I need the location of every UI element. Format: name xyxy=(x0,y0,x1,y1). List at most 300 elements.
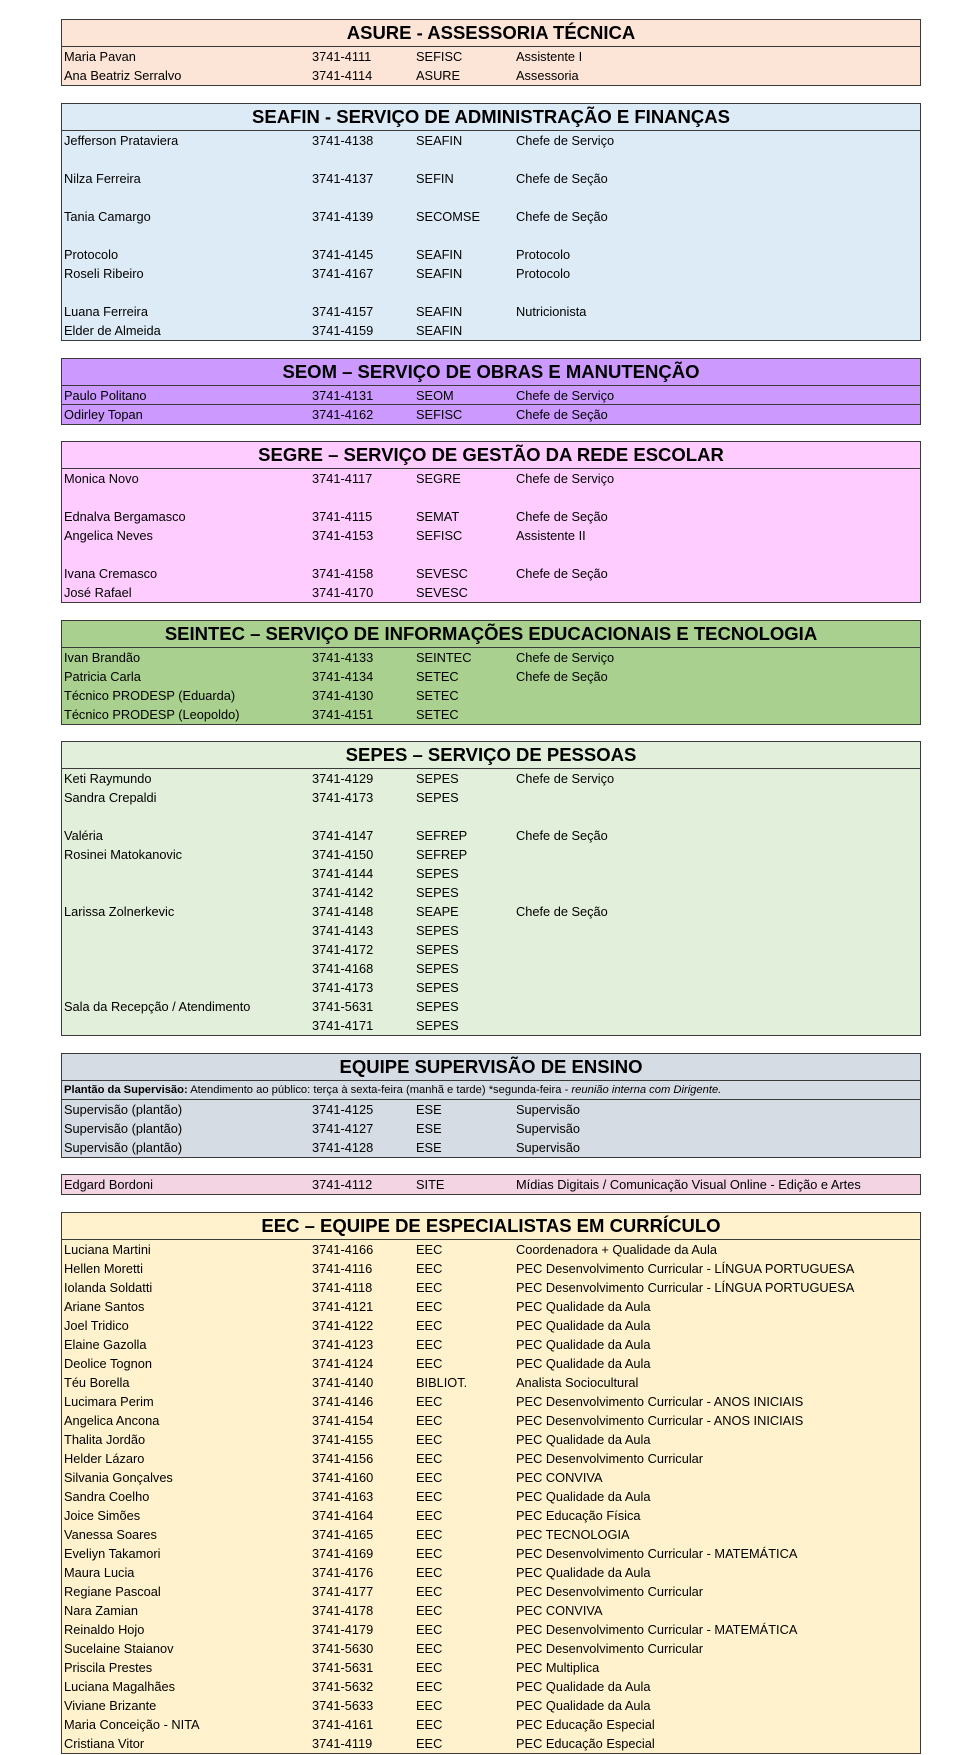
table-row xyxy=(62,648,920,667)
contact-phone: 3741-5630 xyxy=(312,1641,374,1656)
contact-role: PEC Educação Especial xyxy=(516,1736,655,1751)
contact-role: PEC Desenvolvimento Curricular - ANOS INICIAIS xyxy=(516,1413,804,1428)
blank-row xyxy=(62,807,920,826)
contact-name: Sandra Crepaldi xyxy=(64,790,157,805)
table-row xyxy=(62,1734,920,1753)
contact-name: Maria Pavan xyxy=(64,49,136,64)
contact-name xyxy=(64,883,312,902)
contact-name: Sucelaine Staianov xyxy=(64,1641,174,1656)
contact-name: Thalita Jordão xyxy=(64,1432,146,1447)
contact-phone: 3741-4140 xyxy=(312,1375,374,1390)
contact-phone: 3741-4137 xyxy=(312,171,374,186)
contact-phone: 3741-4129 xyxy=(312,771,374,786)
contact-sector: SEAFIN xyxy=(416,304,463,319)
table-row xyxy=(62,1016,920,1035)
contact-name: Cristiana Vitor xyxy=(64,1736,145,1751)
contact-phone: 3741-4163 xyxy=(312,1489,374,1504)
contact-phone: 3741-4121 xyxy=(312,1299,374,1314)
contact-role: PEC Desenvolvimento Curricular - MATEMÁTICA xyxy=(516,1622,798,1637)
contact-sector: EEC xyxy=(416,1584,443,1599)
table-row xyxy=(62,1506,920,1525)
contact-role: PEC Desenvolvimento Curricular - LÍNGUA PORTUGUESA xyxy=(516,1261,855,1276)
contact-role: Chefe de Seção xyxy=(516,904,608,919)
contact-name: Eveliyn Takamori xyxy=(64,1546,161,1561)
section-supervisao xyxy=(61,1053,921,1158)
contact-name xyxy=(64,959,312,978)
table-row xyxy=(62,1449,920,1468)
contact-phone: 3741-4128 xyxy=(312,1140,374,1155)
blank-row xyxy=(62,150,920,169)
table-row xyxy=(62,1240,920,1259)
contact-role: PEC Desenvolvimento Curricular - LÍNGUA PORTUGUESA xyxy=(516,1280,855,1295)
table-row xyxy=(62,1316,920,1335)
contact-name: Ednalva Bergamasco xyxy=(64,509,186,524)
contact-phone: 3741-4122 xyxy=(312,1318,374,1333)
contact-role: Chefe de Serviço xyxy=(516,133,615,148)
contact-phone: 3741-4158 xyxy=(312,566,374,581)
contact-role xyxy=(516,883,920,902)
contact-phone: 3741-4116 xyxy=(312,1261,373,1276)
contact-sector: SETEC xyxy=(416,688,459,703)
table-row xyxy=(62,940,920,959)
table-row xyxy=(62,864,920,883)
contact-sector: SEGRE xyxy=(416,471,461,486)
table-row xyxy=(62,386,920,405)
table-row xyxy=(62,1430,920,1449)
table-row xyxy=(62,321,920,340)
section-title: SEPES – SERVIÇO DE PESSOAS xyxy=(62,742,920,769)
contact-sector: EEC xyxy=(416,1356,443,1371)
table-row xyxy=(62,959,920,978)
contact-sector: ESE xyxy=(416,1102,442,1117)
contact-sector: SEPES xyxy=(416,980,459,995)
contact-phone: 3741-4164 xyxy=(312,1508,374,1523)
contact-sector: EEC xyxy=(416,1660,443,1675)
section-asure xyxy=(61,19,921,86)
contact-role xyxy=(516,705,920,724)
contact-role: Supervisão xyxy=(516,1102,581,1117)
contact-role: PEC Desenvolvimento Curricular - ANOS INICIAIS xyxy=(516,1394,804,1409)
section-segre xyxy=(61,441,921,603)
contact-phone: 3741-4127 xyxy=(312,1121,374,1136)
contact-role: PEC Desenvolvimento Curricular xyxy=(516,1641,704,1656)
contact-name: Luana Ferreira xyxy=(64,304,148,319)
table-row xyxy=(62,788,920,807)
contact-role: Chefe de Seção xyxy=(516,566,608,581)
contact-role xyxy=(516,921,920,940)
contact-name: Nara Zamian xyxy=(64,1603,138,1618)
contact-phone: 3741-4161 xyxy=(312,1717,374,1732)
table-row xyxy=(62,1297,920,1316)
note-label: Plantão da Supervisão: xyxy=(64,1084,188,1096)
table-row xyxy=(62,47,920,66)
table-row xyxy=(62,1119,920,1138)
contact-phone: 3741-4155 xyxy=(312,1432,374,1447)
contact-name: Keti Raymundo xyxy=(64,771,152,786)
table-row xyxy=(62,978,920,997)
contact-phone: 3741-4124 xyxy=(312,1356,374,1371)
contact-phone: 3741-4162 xyxy=(312,407,374,422)
table-row xyxy=(62,921,920,940)
contact-name: Sandra Coelho xyxy=(64,1489,150,1504)
table-row xyxy=(62,1373,920,1392)
contact-sector: EEC xyxy=(416,1451,443,1466)
contact-name: Joel Tridico xyxy=(64,1318,129,1333)
contact-sector: SEFISC xyxy=(416,528,463,543)
contact-role xyxy=(516,583,920,602)
contact-sector: EEC xyxy=(416,1489,443,1504)
table-row xyxy=(62,245,920,264)
contact-sector: EEC xyxy=(416,1679,443,1694)
contact-role: Chefe de Seção xyxy=(516,669,608,684)
contact-name: Protocolo xyxy=(64,247,119,262)
contact-role: PEC Qualidade da Aula xyxy=(516,1299,651,1314)
section-title: SEAFIN - SERVIÇO DE ADMINISTRAÇÃO E FINANÇAS xyxy=(62,104,920,131)
contact-name: Ivan Brandão xyxy=(64,650,141,665)
table-row xyxy=(62,169,920,188)
contact-phone: 3741-4144 xyxy=(312,866,374,881)
contact-sector: SEPES xyxy=(416,961,459,976)
contact-role: Assessoria xyxy=(516,68,579,83)
blank-row xyxy=(62,226,920,245)
contact-phone: 3741-4169 xyxy=(312,1546,374,1561)
table-row xyxy=(62,705,920,724)
contact-sector: EEC xyxy=(416,1736,443,1751)
table-row xyxy=(62,131,920,150)
contact-sector: SEOM xyxy=(416,388,454,403)
blank-row xyxy=(62,283,920,302)
contact-phone: 3741-4151 xyxy=(312,707,374,722)
table-row xyxy=(62,1715,920,1734)
contact-phone: 3741-5632 xyxy=(312,1679,374,1694)
contact-role: Mídias Digitais / Comunicação Visual Online - Edição e Artes xyxy=(516,1177,861,1192)
contact-role: Analista Sociocultural xyxy=(516,1375,639,1390)
blank-row xyxy=(62,488,920,507)
contact-phone: 3741-4142 xyxy=(312,885,374,900)
contact-sector: EEC xyxy=(416,1242,443,1257)
contact-name: Deolice Tognon xyxy=(64,1356,152,1371)
contact-role: Chefe de Serviço xyxy=(516,388,615,403)
contact-sector: SEINTEC xyxy=(416,650,472,665)
contact-phone: 3741-4150 xyxy=(312,847,374,862)
contact-role: PEC Educação Especial xyxy=(516,1717,655,1732)
contact-sector: SEAFIN xyxy=(416,133,463,148)
contact-phone: 3741-5631 xyxy=(312,1660,374,1675)
contact-sector: ASURE xyxy=(416,68,461,83)
contact-role: Protocolo xyxy=(516,247,571,262)
contact-name: Elaine Gazolla xyxy=(64,1337,147,1352)
contact-sector: SITE xyxy=(416,1177,445,1192)
contact-name: Silvania Gonçalves xyxy=(64,1470,173,1485)
contact-role: Chefe de Seção xyxy=(516,407,608,422)
contact-name: Edgard Bordoni xyxy=(64,1177,153,1192)
contact-sector: EEC xyxy=(416,1432,443,1447)
contact-name: Maura Lucia xyxy=(64,1565,135,1580)
contact-name: Valéria xyxy=(64,828,103,843)
contact-sector: EEC xyxy=(416,1337,443,1352)
contact-phone: 3741-4173 xyxy=(312,790,374,805)
contact-name: Helder Lázaro xyxy=(64,1451,145,1466)
contact-name: Angelica Ancona xyxy=(64,1413,160,1428)
contact-sector: SEPES xyxy=(416,885,459,900)
contact-sector: EEC xyxy=(416,1546,443,1561)
contact-role: PEC Qualidade da Aula xyxy=(516,1318,651,1333)
table-row xyxy=(62,302,920,321)
contact-role: Supervisão xyxy=(516,1140,581,1155)
contact-phone: 3741-4176 xyxy=(312,1565,374,1580)
contact-phone: 3741-4119 xyxy=(312,1736,373,1751)
contact-name xyxy=(64,921,312,940)
contact-phone: 3741-4131 xyxy=(312,388,374,403)
section-eec xyxy=(61,1212,921,1754)
contact-role: Chefe de Seção xyxy=(516,828,608,843)
contact-name: Larissa Zolnerkevic xyxy=(64,904,175,919)
table-row xyxy=(62,1468,920,1487)
contact-role: PEC Desenvolvimento Curricular xyxy=(516,1584,704,1599)
contact-name: Supervisão (plantão) xyxy=(64,1102,183,1117)
contact-sector: SEFREP xyxy=(416,847,468,862)
table-row xyxy=(62,902,920,921)
contact-sector: SEPES xyxy=(416,923,459,938)
table-row xyxy=(62,526,920,545)
contact-phone: 3741-4159 xyxy=(312,323,374,338)
contact-sector: SEVESC xyxy=(416,566,468,581)
note-text: Atendimento ao público: terça à sexta-feira (manhã e tarde) *segunda-feira - xyxy=(187,1084,572,1096)
table-row xyxy=(62,845,920,864)
section-title: EEC – EQUIPE DE ESPECIALISTAS EM CURRÍCULO xyxy=(62,1213,920,1240)
contact-name: Ariane Santos xyxy=(64,1299,145,1314)
contact-sector: EEC xyxy=(416,1508,443,1523)
contact-sector: SEFIN xyxy=(416,171,454,186)
table-row xyxy=(62,1354,920,1373)
contact-name: Lucimara Perim xyxy=(64,1394,154,1409)
table-row xyxy=(62,686,920,705)
contact-role: PEC Qualidade da Aula xyxy=(516,1565,651,1580)
table-row xyxy=(62,1620,920,1639)
contact-phone: 3741-4147 xyxy=(312,828,374,843)
contact-sector: SEFREP xyxy=(416,828,468,843)
contact-sector: SEFISC xyxy=(416,407,463,422)
contact-role xyxy=(516,940,920,959)
blank-row xyxy=(62,188,920,207)
table-row xyxy=(62,1259,920,1278)
contact-name: Nilza Ferreira xyxy=(64,171,141,186)
contact-sector: BIBLIOT. xyxy=(416,1375,468,1390)
contact-role: PEC Qualidade da Aula xyxy=(516,1698,651,1713)
contact-name: Vanessa Soares xyxy=(64,1527,157,1542)
contact-role xyxy=(516,959,920,978)
contact-phone: 3741-4168 xyxy=(312,961,374,976)
contact-sector: SEPES xyxy=(416,771,459,786)
contact-phone: 3741-4145 xyxy=(312,247,374,262)
contact-name: Ivana Cremasco xyxy=(64,566,158,581)
table-row xyxy=(62,1411,920,1430)
contact-name: Paulo Politano xyxy=(64,388,147,403)
table-row xyxy=(62,1696,920,1715)
contact-phone: 3741-4123 xyxy=(312,1337,374,1352)
plantao-note xyxy=(62,1081,920,1100)
table-row xyxy=(62,1487,920,1506)
contact-role xyxy=(516,978,920,997)
contact-role: PEC Desenvolvimento Curricular xyxy=(516,1451,704,1466)
contact-role xyxy=(516,997,920,1016)
table-row xyxy=(62,1175,920,1194)
contact-role xyxy=(516,845,920,864)
contact-phone: 3741-4148 xyxy=(312,904,374,919)
contact-sector: SECOMSE xyxy=(416,209,480,224)
contact-phone: 3741-4171 xyxy=(312,1018,374,1033)
contact-sector: EEC xyxy=(416,1622,443,1637)
contact-phone: 3741-5633 xyxy=(312,1698,374,1713)
contact-sector: SEPES xyxy=(416,1018,459,1033)
section-title: ASURE - ASSESSORIA TÉCNICA xyxy=(62,20,920,47)
contact-role: Chefe de Serviço xyxy=(516,650,615,665)
contact-sector: SETEC xyxy=(416,707,459,722)
contact-phone: 3741-4167 xyxy=(312,266,374,281)
table-row xyxy=(62,207,920,226)
contact-role xyxy=(516,1016,920,1035)
contact-phone: 3741-4118 xyxy=(312,1280,373,1295)
contact-phone: 3741-4133 xyxy=(312,650,374,665)
contact-phone: 3741-4156 xyxy=(312,1451,374,1466)
contact-phone: 3741-4177 xyxy=(312,1584,374,1599)
table-row xyxy=(62,66,920,85)
contact-name: Maria Conceição - NITA xyxy=(64,1717,200,1732)
contact-sector: EEC xyxy=(416,1565,443,1580)
contact-phone: 3741-4179 xyxy=(312,1622,374,1637)
contact-name: Supervisão (plantão) xyxy=(64,1121,183,1136)
contact-phone: 3741-4154 xyxy=(312,1413,374,1428)
contact-name: José Rafael xyxy=(64,585,132,600)
contact-role xyxy=(516,788,920,807)
contact-name: Tania Camargo xyxy=(64,209,151,224)
blank-row xyxy=(62,545,920,564)
contact-sector: EEC xyxy=(416,1698,443,1713)
contact-role: PEC Educação Física xyxy=(516,1508,641,1523)
table-row xyxy=(62,469,920,488)
contact-phone: 3741-4166 xyxy=(312,1242,374,1257)
contact-role: Protocolo xyxy=(516,266,571,281)
contact-role: PEC Desenvolvimento Curricular - MATEMÁTICA xyxy=(516,1546,798,1561)
contact-role: Chefe de Seção xyxy=(516,209,608,224)
contact-name: Jefferson Prataviera xyxy=(64,133,179,148)
contact-name: Roseli Ribeiro xyxy=(64,266,144,281)
contact-phone: 3741-4139 xyxy=(312,209,374,224)
table-row xyxy=(62,507,920,526)
contact-role: PEC CONVIVA xyxy=(516,1603,603,1618)
contact-name: Viviane Brizante xyxy=(64,1698,157,1713)
contact-phone: 3741-4153 xyxy=(312,528,374,543)
contact-sector: SEAFIN xyxy=(416,266,463,281)
contact-sector: SEPES xyxy=(416,942,459,957)
contact-sector: EEC xyxy=(416,1299,443,1314)
contact-phone: 3741-4117 xyxy=(312,471,373,486)
contact-phone: 3741-5631 xyxy=(312,999,374,1014)
contact-phone: 3741-4138 xyxy=(312,133,374,148)
contact-role: Chefe de Seção xyxy=(516,509,608,524)
contact-role xyxy=(516,686,920,705)
table-row xyxy=(62,769,920,788)
table-row xyxy=(62,1658,920,1677)
section-title: EQUIPE SUPERVISÃO DE ENSINO xyxy=(62,1054,920,1081)
contact-sector: EEC xyxy=(416,1261,443,1276)
contact-sector: SEPES xyxy=(416,866,459,881)
contact-name: Monica Novo xyxy=(64,471,139,486)
contact-sector: SEFISC xyxy=(416,49,463,64)
contact-role: PEC Qualidade da Aula xyxy=(516,1679,651,1694)
contact-name: Regiane Pascoal xyxy=(64,1584,161,1599)
contact-phone: 3741-4125 xyxy=(312,1102,374,1117)
contact-name: Reinaldo Hojo xyxy=(64,1622,145,1637)
contact-sector: SEAFIN xyxy=(416,323,463,338)
contact-role: Chefe de Serviço xyxy=(516,771,615,786)
contact-sector: EEC xyxy=(416,1318,443,1333)
contact-sector: SEAFIN xyxy=(416,247,463,262)
section-title: SEINTEC – SERVIÇO DE INFORMAÇÕES EDUCACIONAIS E TECNOLOGIA xyxy=(62,621,920,648)
contact-phone: 3741-4143 xyxy=(312,923,374,938)
contact-sector: SETEC xyxy=(416,669,459,684)
contact-name: Hellen Moretti xyxy=(64,1261,143,1276)
contact-sector: SEPES xyxy=(416,999,459,1014)
contact-name: Joice Simões xyxy=(64,1508,141,1523)
contact-sector: SEMAT xyxy=(416,509,460,524)
table-row xyxy=(62,1563,920,1582)
table-row xyxy=(62,564,920,583)
contact-name: Elder de Almeida xyxy=(64,323,161,338)
contact-phone: 3741-4178 xyxy=(312,1603,374,1618)
contact-role: PEC CONVIVA xyxy=(516,1470,603,1485)
section-seintec xyxy=(61,620,921,725)
contact-name: Iolanda Soldatti xyxy=(64,1280,153,1295)
contact-sector: ESE xyxy=(416,1121,442,1136)
contact-phone: 3741-4130 xyxy=(312,688,374,703)
table-row xyxy=(62,583,920,602)
section-title: SEGRE – SERVIÇO DE GESTÃO DA REDE ESCOLAR xyxy=(62,442,920,469)
contact-sector: SEPES xyxy=(416,790,459,805)
contact-phone: 3741-4111 xyxy=(312,49,372,64)
contact-role: PEC Qualidade da Aula xyxy=(516,1356,651,1371)
contact-phone: 3741-4134 xyxy=(312,669,374,684)
table-row xyxy=(62,1525,920,1544)
contact-role: PEC Qualidade da Aula xyxy=(516,1432,651,1447)
contact-sector: ESE xyxy=(416,1140,442,1155)
contact-role: PEC Qualidade da Aula xyxy=(516,1337,651,1352)
contact-role: Nutricionista xyxy=(516,304,587,319)
contact-name xyxy=(64,940,312,959)
contact-sector: SEAPE xyxy=(416,904,459,919)
contact-sector: EEC xyxy=(416,1394,443,1409)
contact-sector: EEC xyxy=(416,1717,443,1732)
contact-phone: 3741-4146 xyxy=(312,1394,374,1409)
contact-phone: 3741-4157 xyxy=(312,304,374,319)
contact-name: Ana Beatriz Serralvo xyxy=(64,68,182,83)
table-row xyxy=(62,826,920,845)
contact-sector: EEC xyxy=(416,1527,443,1542)
contact-role: Assistente I xyxy=(516,49,583,64)
contact-phone: 3741-4165 xyxy=(312,1527,374,1542)
contact-name: Técnico PRODESP (Eduarda) xyxy=(64,688,236,703)
table-row xyxy=(62,1100,920,1119)
contact-sector: EEC xyxy=(416,1603,443,1618)
table-row xyxy=(62,1582,920,1601)
table-row xyxy=(62,405,920,424)
contact-phone: 3741-4112 xyxy=(312,1177,373,1192)
contact-phone: 3741-4173 xyxy=(312,980,374,995)
contact-sector: EEC xyxy=(416,1470,443,1485)
contact-phone: 3741-4170 xyxy=(312,585,374,600)
contact-name xyxy=(64,1016,312,1035)
contact-name: Sala da Recepção / Atendimento xyxy=(64,999,251,1014)
